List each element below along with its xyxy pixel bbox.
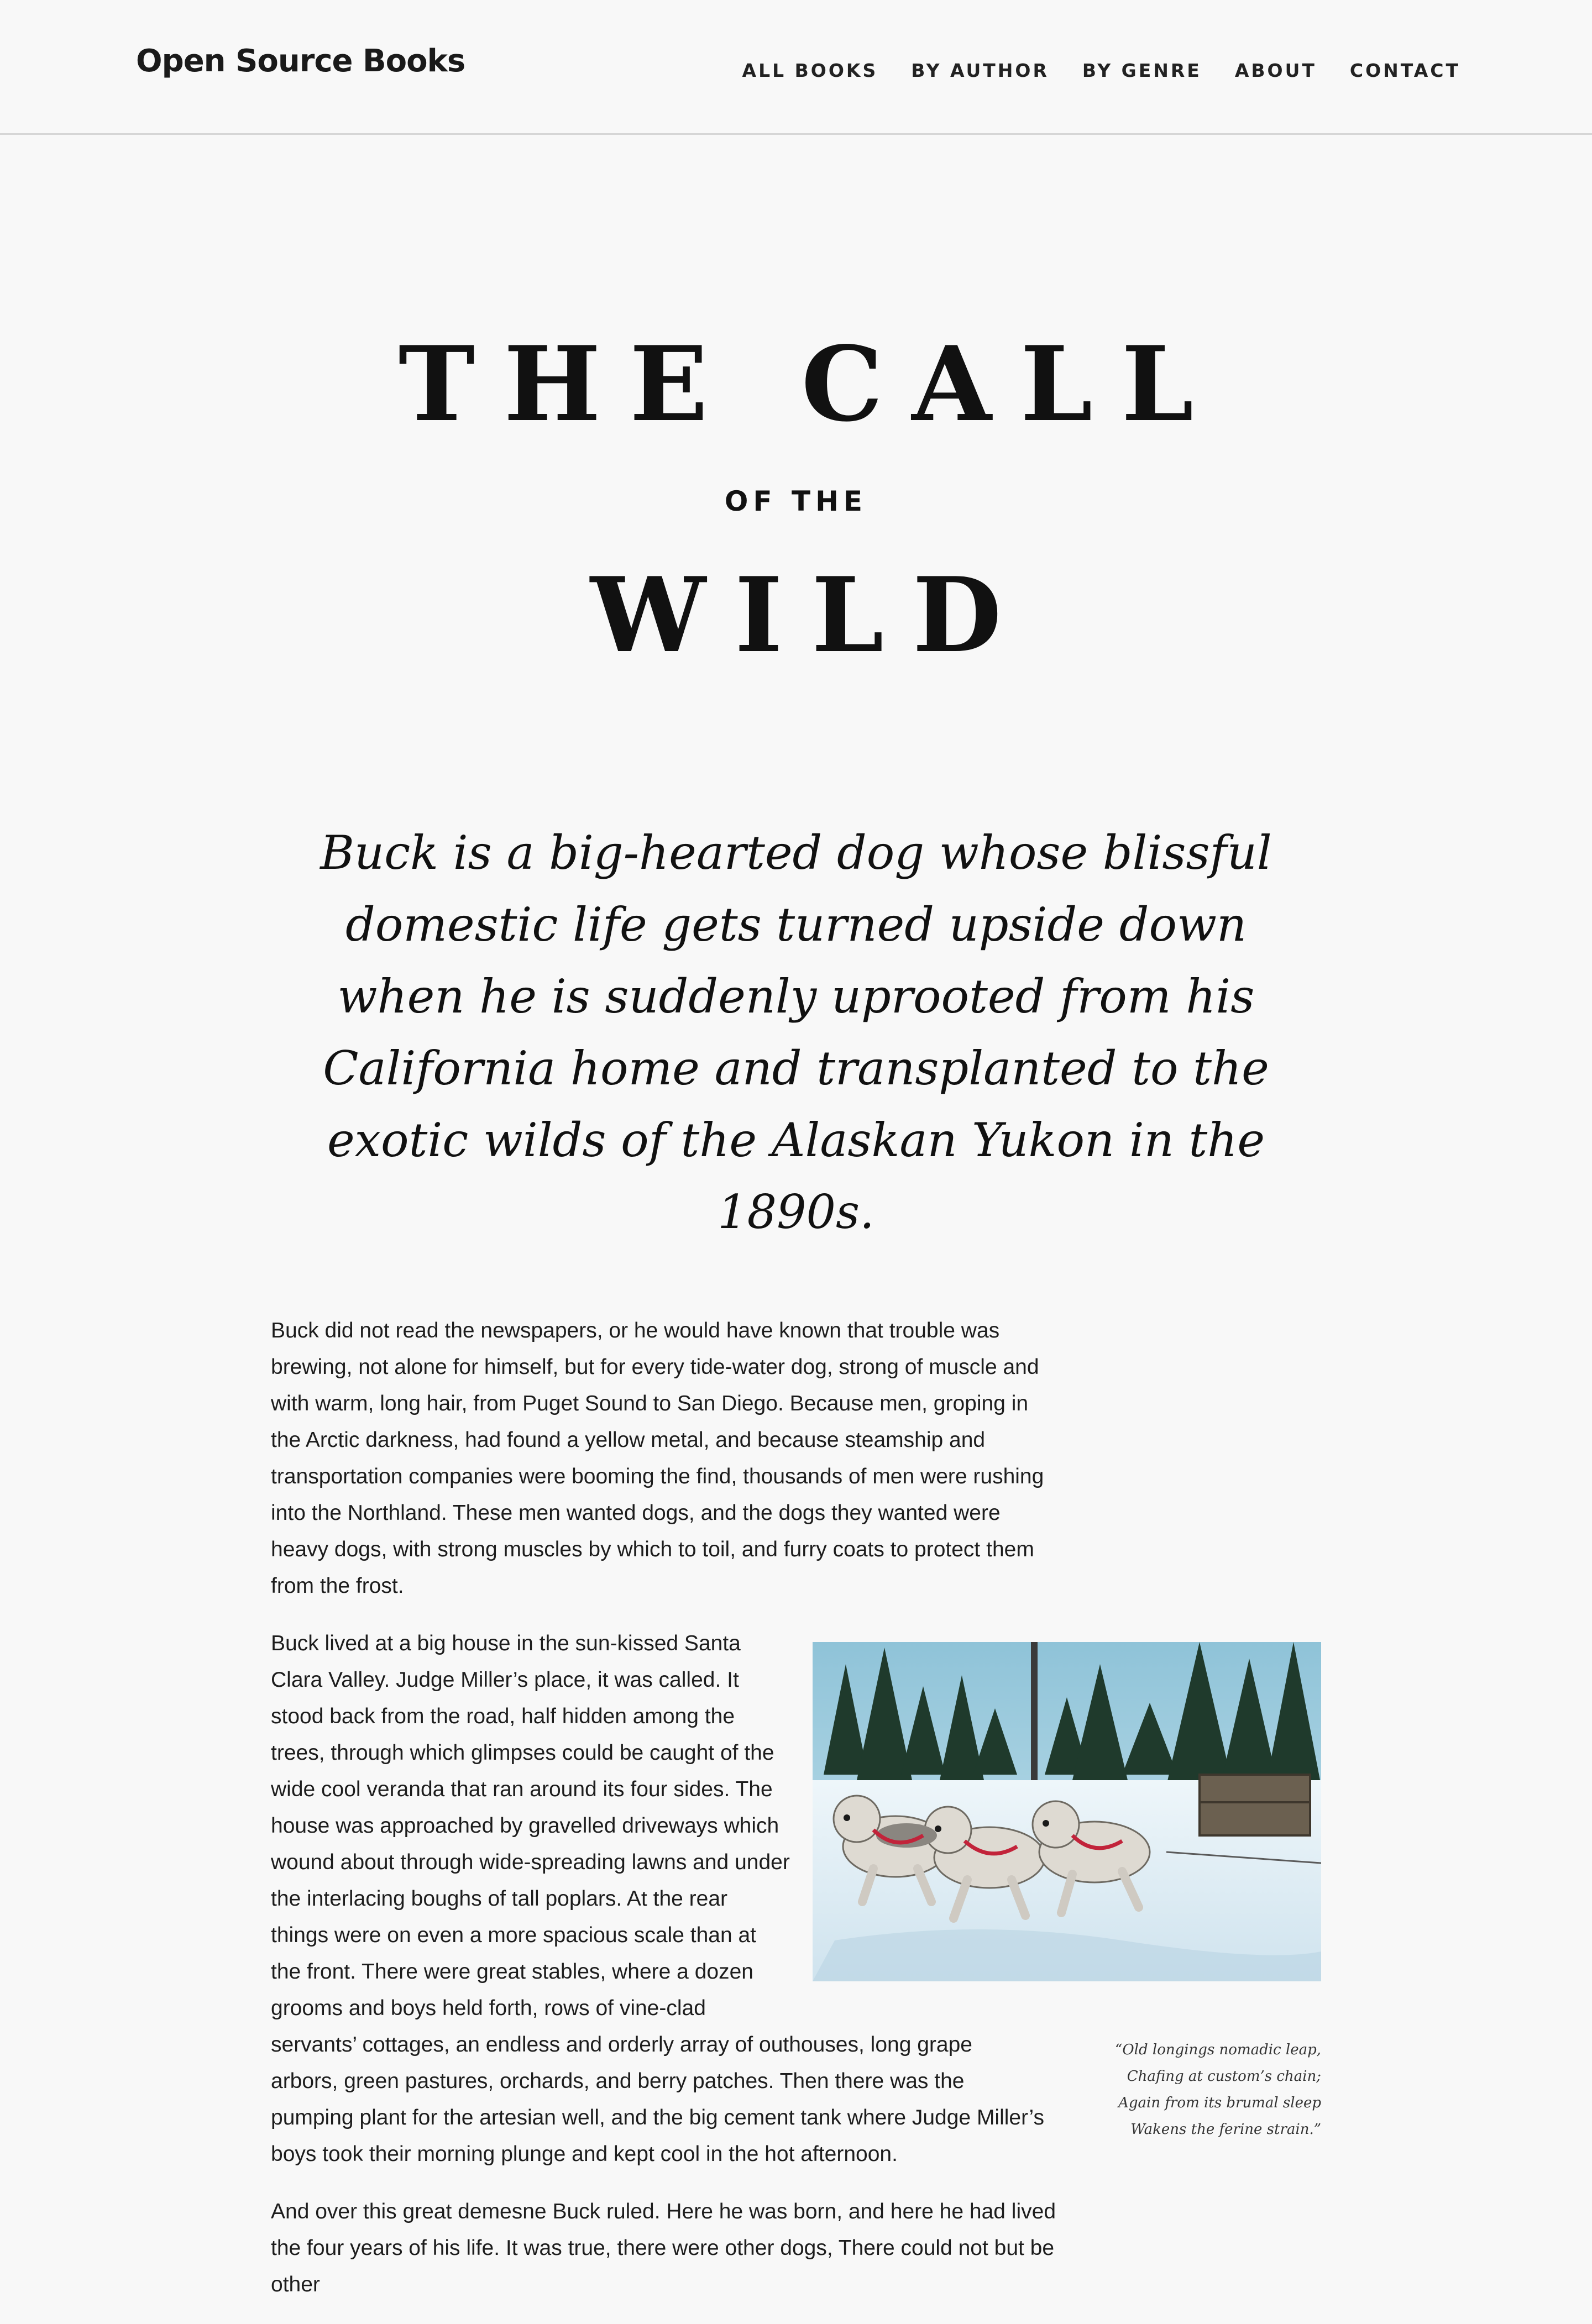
site-logo[interactable]: Open Source Books [136,43,465,79]
main-nav [742,60,1460,81]
nav-by-genre[interactable]: BY GENRE [1082,60,1202,81]
epigraph-line: Again from its brumal sleep [1118,2095,1321,2111]
epigraph [1067,2037,1321,2143]
nav-by-author[interactable]: BY AUTHOR [911,60,1049,81]
epigraph-line: “Old longings nomadic leap, [1115,2042,1321,2058]
book-tagline: Buck is a big-hearted dog whose blissful domestic life gets turned upside down when he is suddenly uprooted from his California home and transplanted to the exotic wilds of the Alaskan Yukon in the 1890s. [320,826,1272,1239]
epigraph-line: Chafing at custom’s chain; [1127,2068,1321,2085]
nav-about[interactable]: ABOUT [1234,60,1317,81]
book-title-top: THE CALL [398,323,1223,444]
book-title-middle: OF THE [724,485,868,517]
nav-all-books[interactable]: ALL BOOKS [742,60,878,81]
excerpt-paragraph-3: And over this great demesne Buck ruled. Here he was born, and here he had lived the four years of his life. It was true, there were other dogs, There could not but be other [271,2200,1056,2296]
book-excerpt [271,1313,1321,2324]
epigraph-line: Wakens the ferine strain.” [1130,2121,1321,2138]
sled-dogs-photo [813,1642,1321,1981]
nav-contact[interactable]: CONTACT [1349,60,1460,81]
site-header [0,0,1592,135]
book-title-bottom: WILD [590,554,1030,675]
sled-dogs-illustration [813,1642,1321,1981]
excerpt-paragraph-1: Buck did not read the newspapers, or he would have known that trouble was brewing, not alone for himself, but for every tide-water dog, strong of muscle and with warm, long hair, from Puget Sound to San Diego. Because men, groping in the Arctic darkness, had found a yellow metal, and because steamship and transportation companies were booming the find, thousands of men were rushing into the Northland. These men wanted dogs, and the dogs they wanted were heavy dogs, with strong muscles by which to toil, and furry coats to protect them from the frost. [271,1319,1044,1598]
excerpt-paragraph-2: Buck lived at a big house in the sun-kissed Santa Clara Valley. Judge Miller’s place, it was called. It stood back from the road, half hidden among the trees, through which glimpses could be caught of the wide cool veranda that ran around its four sides. The house was approached by gravelled driveways which wound about through wide-spreading lawns and under the interlacing boughs of tall poplars. At the rear things were on even a more spacious scale than at the front. There were great stables, where a dozen grooms and boys held forth, rows of vine-clad servants’ cottages, an endless and orderly array of outhouses, long grape arbors, green pastures, orchards, and berry patches. Then there was the pumping plant for the artesian well, and the big cement tank where Judge Miller’s boys took their morning plunge and kept cool in the hot afternoon. [271,1631,1045,2166]
